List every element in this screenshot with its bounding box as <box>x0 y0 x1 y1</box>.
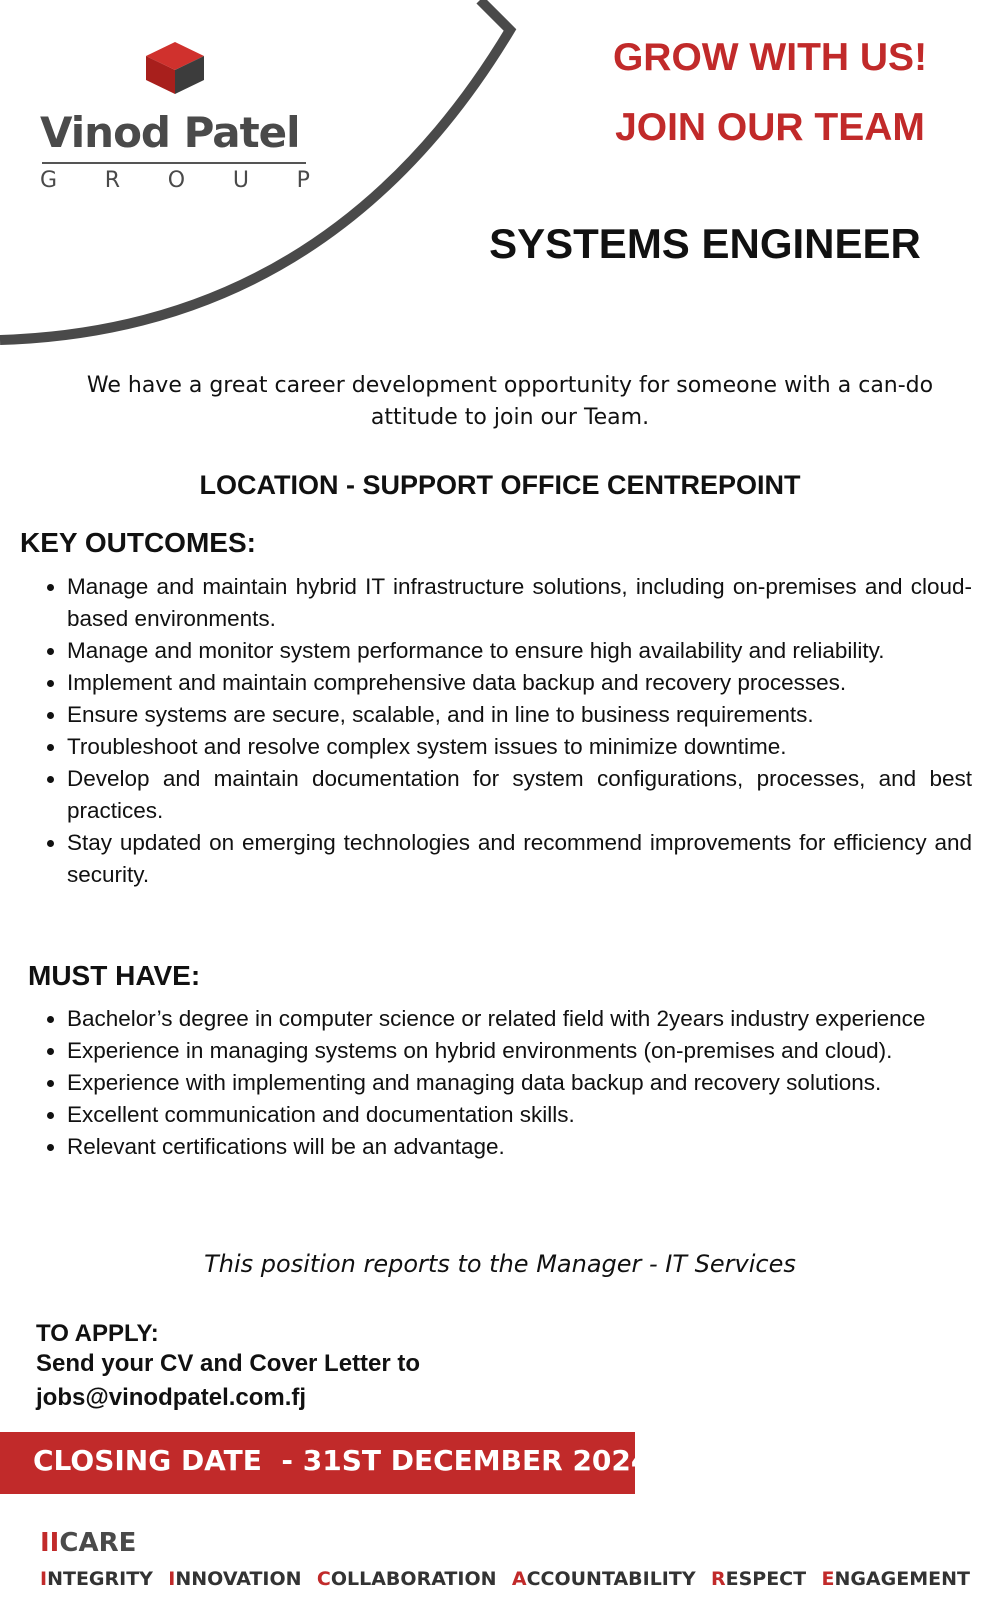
must-have-title: MUST HAVE: <box>28 960 201 991</box>
list-item: • Experience with implementing and managing data backup and recovery solutions. <box>67 1067 972 1099</box>
care-logo-word: CARE <box>59 1528 137 1558</box>
list-item: • Develop and maintain documentation for system configurations, processes, and best practices. <box>67 763 972 827</box>
list-item: • Relevant certifications will be an advantage. <box>67 1131 972 1163</box>
reports-to-text: This position reports to the Manager - IT Services <box>204 1250 796 1278</box>
value-engagement: ENGAGEMENT <box>821 1568 970 1590</box>
logo-cube-icon <box>144 40 206 96</box>
value-integrity: INTEGRITY <box>40 1568 153 1590</box>
headline-grow: GROW WITH US! <box>612 36 928 79</box>
key-outcomes-title: KEY OUTCOMES: <box>20 527 256 558</box>
list-item: • Stay updated on emerging technologies and recommend improvements for efficiency and security. <box>67 827 972 891</box>
job-title: SYSTEMS ENGINEER <box>489 220 921 267</box>
value-innovation: INNOVATION <box>168 1568 302 1590</box>
list-item: • Troubleshoot and resolve complex system issues to minimize downtime. <box>67 731 972 763</box>
key-outcomes-list <box>38 571 972 891</box>
list-item: • Manage and monitor system performance to ensure high availability and reliability. <box>67 635 972 667</box>
care-logo <box>40 1528 136 1558</box>
list-item: • Bachelor’s degree in computer science or related field with 2years industry experience <box>67 1003 972 1035</box>
must-have-list <box>38 1003 972 1163</box>
logo-group-letter: U <box>232 168 249 193</box>
apply-email-link[interactable]: jobs@vinodpatel.com.fj <box>36 1384 307 1411</box>
list-item: • Experience in managing systems on hybrid environments (on-premises and cloud). <box>67 1035 972 1067</box>
location-heading: LOCATION - SUPPORT OFFICE CENTREPOINT <box>199 470 801 500</box>
logo-divider <box>42 162 306 164</box>
logo-group-letter: G <box>40 168 58 193</box>
logo-group-letter: O <box>167 168 186 193</box>
value-collaboration: COLLABORATION <box>316 1568 497 1590</box>
logo-group-word <box>40 168 310 193</box>
closing-date-banner <box>0 1432 651 1494</box>
intro-text: We have a great career development opportunity for someone with a can-do attitude to join our Team. <box>86 373 934 430</box>
value-respect: RESPECT <box>710 1568 807 1590</box>
company-values <box>40 1568 970 1590</box>
closing-date-text: CLOSING DATE - 31ST DECEMBER 2024 <box>33 1444 651 1477</box>
logo-group-letter: R <box>104 168 121 193</box>
apply-title: TO APPLY: <box>36 1320 159 1347</box>
value-accountability: ACCOUNTABILITY <box>511 1568 696 1590</box>
headline-join: JOIN OUR TEAM <box>615 106 925 149</box>
apply-instructions: Send your CV and Cover Letter to <box>36 1350 421 1377</box>
list-item: • Manage and maintain hybrid IT infrastructure solutions, including on-premises and cloud-based environments. <box>67 571 972 635</box>
list-item: • Excellent communication and documentation skills. <box>67 1099 972 1131</box>
list-item: • Ensure systems are secure, scalable, and in line to business requirements. <box>67 699 972 731</box>
care-logo-bars: II <box>40 1528 60 1558</box>
logo-name: Vinod Patel <box>40 108 300 157</box>
list-item: • Implement and maintain comprehensive data backup and recovery processes. <box>67 667 972 699</box>
logo-group-letter: P <box>296 168 310 193</box>
